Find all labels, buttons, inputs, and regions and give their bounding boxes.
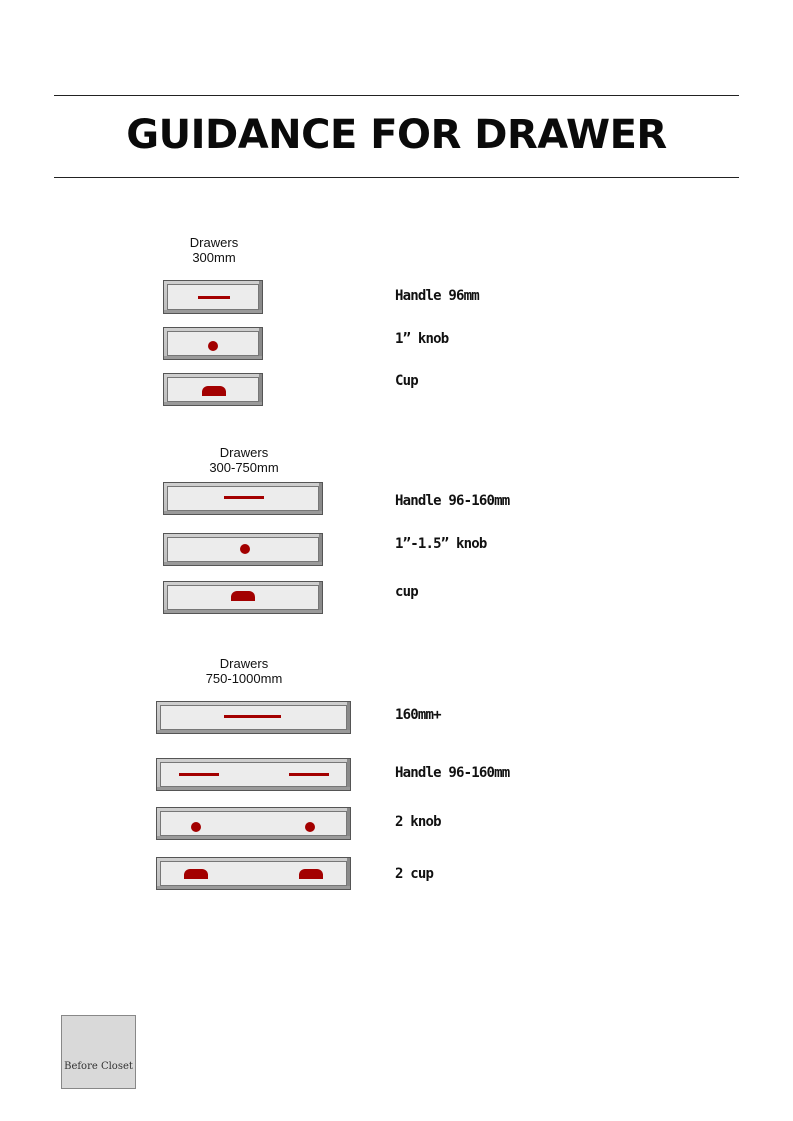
label-cup: Cup <box>395 373 418 389</box>
drawer-300-cup <box>163 373 263 406</box>
section-heading-300-750: Drawers 300-750mm <box>209 445 279 475</box>
handle-icon <box>289 773 329 776</box>
label-cup-lower: cup <box>395 584 418 600</box>
drawer-750-1000-two-handles <box>156 758 351 791</box>
label-2-cup: 2 cup <box>395 866 434 882</box>
drawer-750-1000-long-handle <box>156 701 351 734</box>
bottom-rule <box>54 177 739 178</box>
cup-icon <box>299 869 323 879</box>
drawer-750-1000-two-cups <box>156 857 351 890</box>
handle-icon <box>224 715 281 718</box>
drawer-300-750-cup <box>163 581 323 614</box>
cup-icon <box>231 591 255 601</box>
knob-icon <box>208 341 218 351</box>
page-title: GUIDANCE FOR DRAWER <box>126 112 667 158</box>
label-handle-96-160-pair: Handle 96-160mm <box>395 765 510 781</box>
drawer-750-1000-two-knobs <box>156 807 351 840</box>
handle-icon <box>198 296 230 299</box>
section-heading-750-1000: Drawers 750-1000mm <box>205 656 283 686</box>
cup-icon <box>184 869 208 879</box>
section-heading-300: Drawers 300mm <box>189 235 239 265</box>
top-rule <box>54 95 739 96</box>
brand-logo-text: Before Closet <box>64 1061 133 1072</box>
label-handle-96-160: Handle 96-160mm <box>395 493 510 509</box>
drawer-300-750-handle <box>163 482 323 515</box>
drawer-300-knob <box>163 327 263 360</box>
drawer-300-handle <box>163 280 263 314</box>
brand-logo <box>61 1015 136 1089</box>
cup-icon <box>202 386 226 396</box>
handle-icon <box>224 496 264 499</box>
knob-icon <box>305 822 315 832</box>
drawer-300-750-knob <box>163 533 323 566</box>
label-2-knob: 2 knob <box>395 814 441 830</box>
label-knob-1: 1” knob <box>395 331 449 347</box>
handle-icon <box>179 773 219 776</box>
label-handle-96: Handle 96mm <box>395 288 479 304</box>
label-knob-1-1.5: 1”-1.5” knob <box>395 536 487 552</box>
knob-icon <box>191 822 201 832</box>
label-160mm-plus: 160mm+ <box>395 707 441 723</box>
knob-icon <box>240 544 250 554</box>
